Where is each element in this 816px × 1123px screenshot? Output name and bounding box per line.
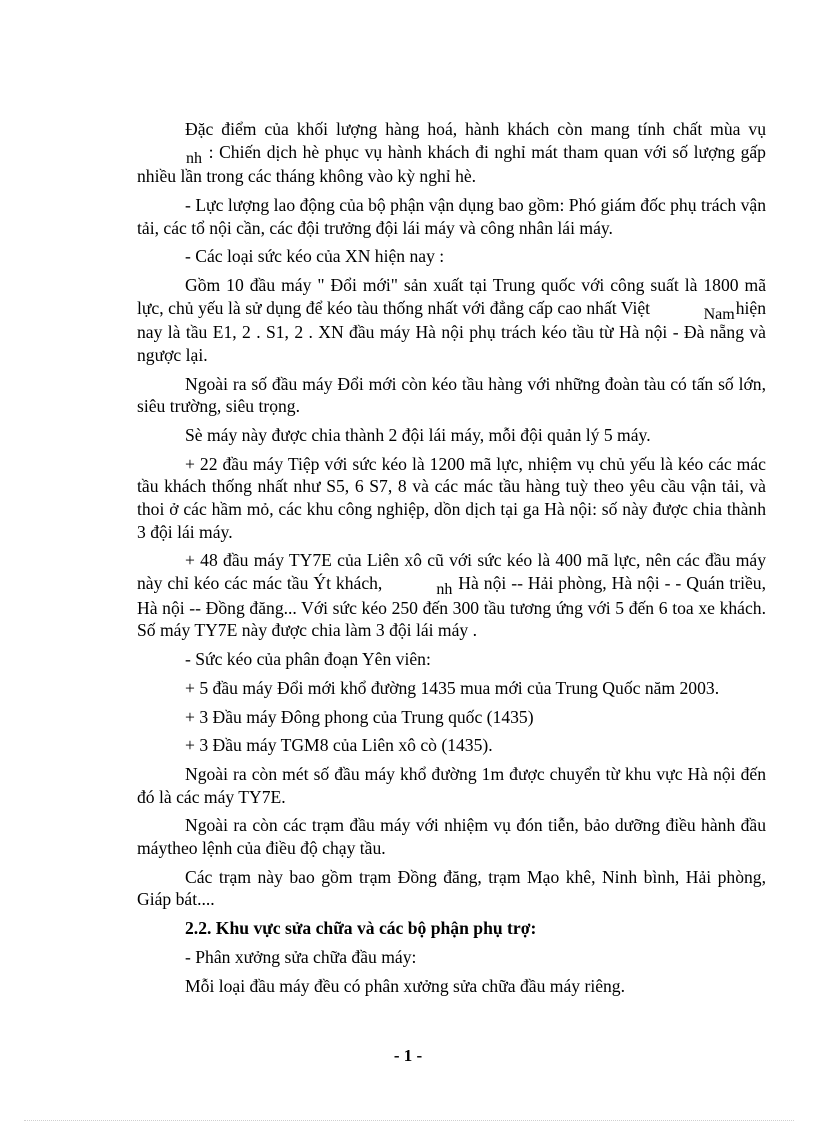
- paragraph-depots: Ngoài ra còn các trạm đầu máy với nhiệm vụ đón tiễn, bảo dưỡng điều hành đầu máytheo lệnh của điều độ chạy tầu.: [137, 815, 766, 859]
- paragraph-text: Đặc điểm của khối lượng hàng hoá, hành khách còn mang tính chất mùa vụ: [185, 119, 766, 139]
- paragraph-depot-list: Các trạm này bao gồm trạm Đồng đăng, trạm Mạo khê, Ninh bình, Hải phòng, Giáp bát....: [137, 866, 766, 910]
- page-bottom-divider: [24, 1120, 794, 1121]
- document-body: [137, 118, 766, 1004]
- paragraph-yen-vien-traction: - Sức kéo của phân đoạn Yên viên:: [185, 648, 431, 669]
- stray-text-fragment: nh: [436, 581, 453, 598]
- paragraph-traction-types: - Các loại sức kéo của XN hiện nay :: [185, 246, 445, 267]
- list-item-doi-moi-1435: + 5 đầu máy Đổi mới khổ đường 1435 mua mới của Trung Quốc năm 2003.: [185, 677, 720, 698]
- page-number: - 1 -: [393, 1046, 423, 1065]
- paragraph-ty7e-locomotives: [137, 549, 766, 641]
- paragraph-seasonality: [137, 118, 766, 188]
- paragraph-meter-gauge: Ngoài ra còn mét số đầu máy khổ đường 1m được chuyển từ khu vực Hà nội đến đó là các máy TY7E.: [137, 764, 766, 807]
- list-item-dong-phong: + 3 Đầu máy Đông phong của Trung quốc (1435): [185, 706, 534, 727]
- stray-text-fragment: Nam: [703, 305, 735, 323]
- paragraph-repair-workshop: - Phân xưởng sửa chữa đầu máy:: [185, 947, 417, 967]
- list-item-tgm8: + 3 Đầu máy TGM8 của Liên xô cò (1435).: [185, 735, 493, 756]
- paragraph-driving-teams: Sè máy này được chia thành 2 đội lái máy, mỗi đội quản lý 5 máy.: [185, 425, 651, 446]
- paragraph-text: hiện nay là tầu E1, 2 . S1, 2 . XN đầu máy Hà nội phụ trách kéo tầu từ Hà nội - Đà nẵng và ngược lại.: [137, 297, 767, 365]
- paragraph-tiep-locomotives: + 22 đầu máy Tiệp với sức kéo là 1200 mã lực, nhiệm vụ chủ yếu là kéo các mác tầu khách thống nhất như S5, 6 S7, 8 và các mác tầu hàng tuỳ theo yêu cầu vận tải, và thoi ở các hầm mỏ, các khu công nghiệp, dồn dịch tại ga Hà nội: số này được chia thành 3 đội lái máy.: [137, 453, 766, 542]
- paragraph-text: : Chiến dịch hè phục vụ hành khách đi nghỉ mát tham quan với số lượng gấp nhiều lần trong các tháng không vào kỳ nghỉ hè.: [137, 141, 766, 187]
- section-heading: 2.2. Khu vực sửa chữa và các bộ phận phụ trợ:: [185, 918, 537, 939]
- paragraph-labor-force: - Lực lượng lao động của bộ phận vận dụng bao gồm: Phó giám đốc phụ trách vận tải, các tổ nội cần, các đội trưởng đội lái máy và công nhân lái máy.: [137, 194, 766, 238]
- paragraph-text: Gồm 10 đầu máy " Đổi mới" sản xuất tại Trung quốc với công suất là 1800 mã lực, chủ yếu là sử dụng để kéo tàu thống nhất với đẳng cấp cao nhất Việt: [137, 275, 766, 318]
- paragraph-text: + 48 đầu máy TY7E của Liên xô cũ với sức kéo là 400 mã lực, nên các đầu máy này chỉ kéo các mác tầu Ýt khách,: [137, 550, 766, 593]
- stray-text-fragment: nh: [186, 149, 202, 167]
- paragraph-freight-trains: Ngoài ra số đầu máy Đổi mới còn kéo tầu hàng với những đoàn tàu có tấn số lớn, siêu trường, siêu trọng.: [137, 373, 766, 417]
- paragraph-repair-detail: Mỗi loại đầu máy đều có phân xưởng sửa chữa đầu máy riêng.: [185, 975, 626, 996]
- paragraph-text: Hà nội -- Hải phòng, Hà nội - - Quán triều, Hà nội -- Đồng đăng... Với sức kéo 250 đến 300 tầu tương ứng với 5 đến 6 toa xe khách. Số máy TY7E này được chia làm 3 đội lái máy .: [137, 573, 766, 641]
- paragraph-doi-moi-locomotives: [137, 274, 766, 366]
